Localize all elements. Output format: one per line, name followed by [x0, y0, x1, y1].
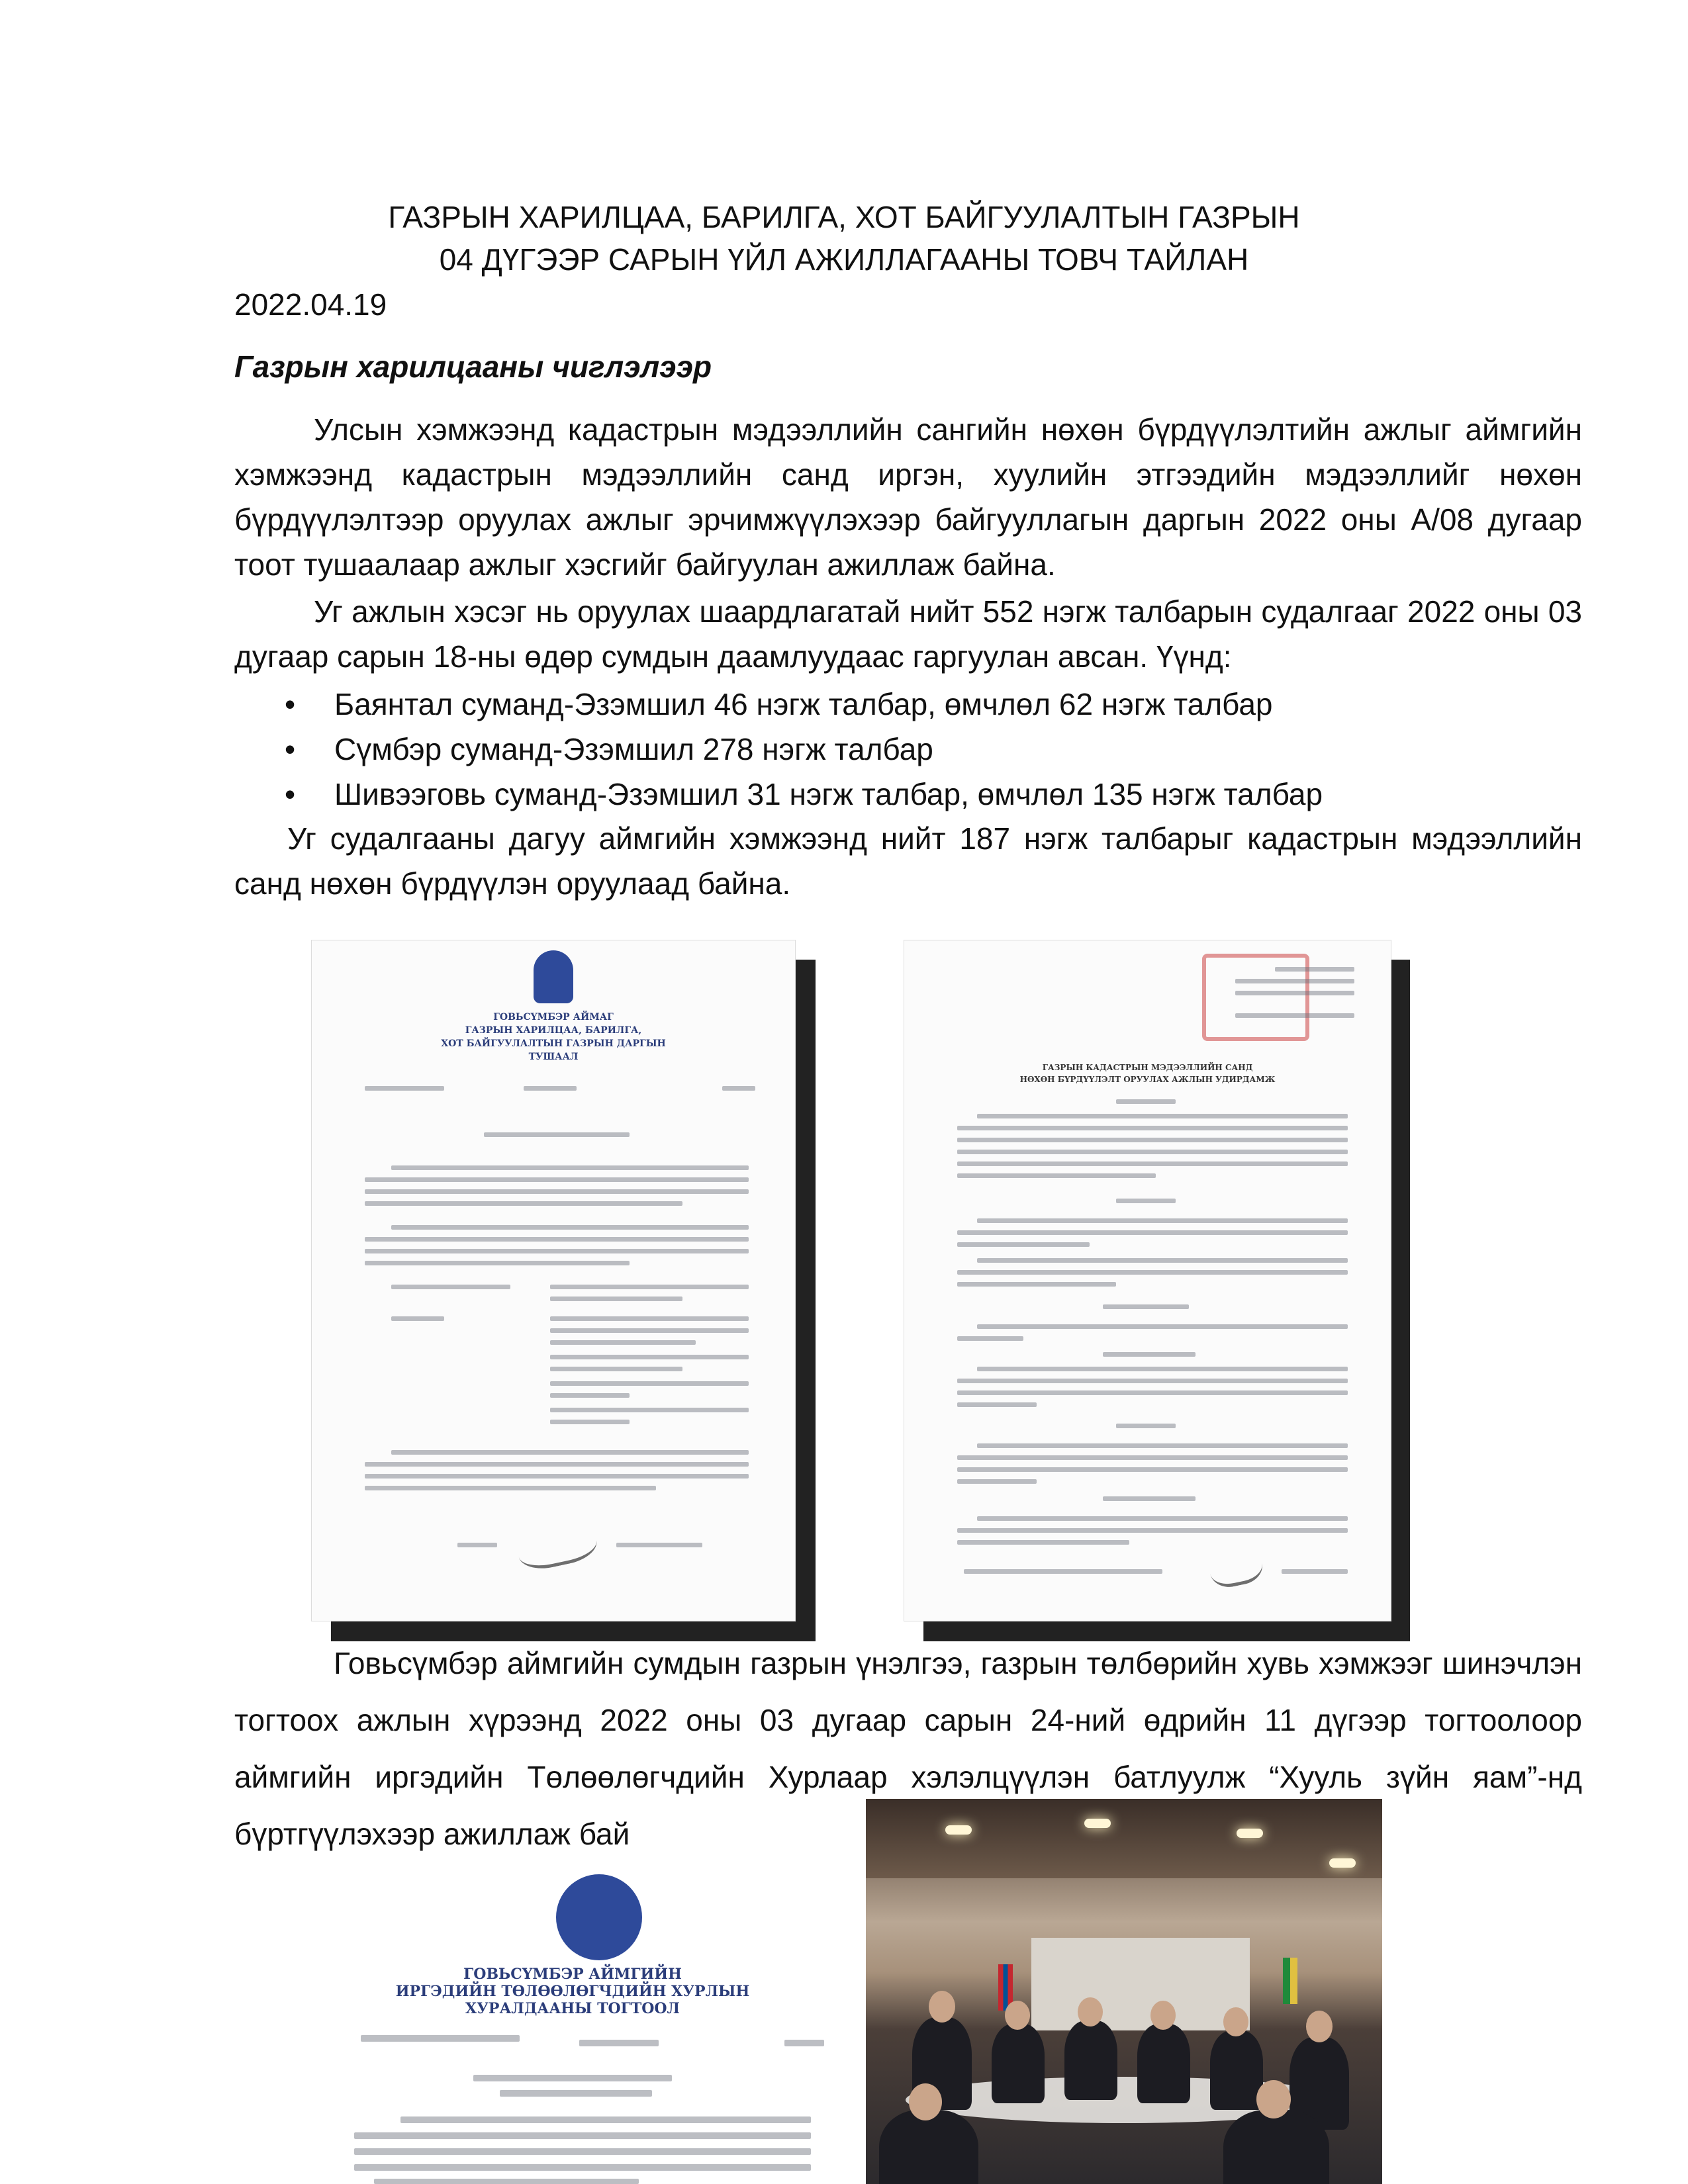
list-item: • Шивээговь суманд-Эзэмшил 31 нэгж талбар, өмчлөл 135 нэгж талбар: [278, 772, 1602, 817]
order-header-line1: ГОВЬСҮМБЭР АЙМАГ: [493, 1012, 614, 1023]
bullet-icon: •: [285, 777, 296, 811]
council-meeting-photo: [866, 1799, 1382, 2184]
section-heading: Газрын харилцааны чиглэлээр: [234, 349, 712, 384]
paragraph-result: Уг судалгааны дагуу аймгийн хэмжээнд нийт 187 нэгж талбарыг кадастрын мэдээллийн санд нөхөн бүрдүүлэн оруулаад байна.: [234, 821, 1582, 901]
mongolia-emblem-icon: [534, 950, 573, 1003]
list-item: • Баянтал суманд-Эзэмшил 46 нэгж талбар, өмчлөл 62 нэгж талбар: [278, 682, 1602, 727]
paragraph-cadastre-intro: Улсын хэмжээнд кадастрын мэдээллийн сангийн нөхөн бүрдүүлэлтийн ажлыг аймгийн хэмжээнд кадастрын мэдээллийн санд иргэн, хуулийн этгээдийн мэдээллийг нөхөн бүрдүүлэлтээр оруулах ажлыг эрчимжүүлэхээр байгууллагын даргын 2022 оны А/08 дугаар тоот тушаалаар ажлыг хэсгийг байгуулан ажиллаж байна.: [234, 412, 1582, 582]
presentation-screen: [1031, 1938, 1250, 2030]
order-header-line2: ГАЗРЫН ХАРИЛЦАА, БАРИЛГА,: [465, 1025, 642, 1036]
resolution-header-line3: ХУРАЛДААНЫ ТОГТООЛ: [465, 2000, 680, 2017]
paragraph-survey: Уг ажлын хэсэг нь оруулах шаардлагатай нийт 552 нэгж талбарын судалгааг 2022 оны 03 дугаар сарын 18-ны өдөр сумдын даамлуудаас гаргуулан авсан. Үүнд:: [234, 594, 1582, 674]
resolution-header-line1: ГОВЬСҮМБЭР АЙМГИЙН: [463, 1966, 682, 1983]
soum-bullet-list: [278, 682, 1602, 817]
resolution-document-scan: [301, 1866, 844, 2184]
order-header-line3: ХОТ БАЙГУУЛАЛТЫН ГАЗРЫН ДАРГЫН: [441, 1038, 666, 1049]
bullet-icon: •: [285, 687, 296, 721]
report-title-line1: ГАЗРЫН ХАРИЛЦАА, БАРИЛГА, ХОТ БАЙГУУЛАЛТЫН ГАЗРЫН: [388, 200, 1300, 234]
guideline-title-line1: ГАЗРЫН КАДАСТРЫН МЭДЭЭЛЛИЙН САНД: [1042, 1063, 1253, 1072]
guideline-document-scan: [904, 940, 1391, 1621]
order-document-scan: [311, 940, 796, 1621]
resolution-header-line2: ИРГЭДИЙН ТӨЛӨӨЛӨГЧДИЙН ХУРЛЫН: [395, 1983, 750, 2000]
flag: [1283, 1958, 1297, 2004]
bullet-icon: •: [285, 732, 296, 766]
list-item: • Сүмбэр суманд-Эзэмшил 278 нэгж талбар: [278, 727, 1602, 772]
guideline-title-line2: НӨХӨН БҮРДҮҮЛЭЛТ ОРУУЛАХ АЖЛЫН УДИРДАМЖ: [1019, 1075, 1276, 1084]
paragraph-land-valuation: Говьсүмбэр аймгийн сумдын газрын үнэлгээ, газрын төлбөрийн хувь хэмжээг шинэчлэн тогтоох ажлын хүрээнд 2022 оны 03 дугаар сарын 24-ний өдрийн 11 дүгээр тогтоолоор аймгийн иргэдийн Төлөөлөгчдийн Хурлаар хэлэлцүүлэн батлуулж “Хууль зүйн яам”-нд бүртгүүлэхээр ажиллаж бай: [234, 1646, 1582, 1851]
signature: [1205, 1537, 1266, 1590]
order-header-line4: ТУШААЛ: [528, 1052, 579, 1062]
signature: [514, 1515, 600, 1574]
gobisumber-emblem-icon: [556, 1874, 642, 1960]
report-title-line2: 04 ДҮГЭЭР САРЫН ҮЙЛ АЖИЛЛАГААНЫ ТОВЧ ТАЙЛАН: [439, 242, 1249, 277]
report-date: 2022.04.19: [234, 287, 387, 322]
